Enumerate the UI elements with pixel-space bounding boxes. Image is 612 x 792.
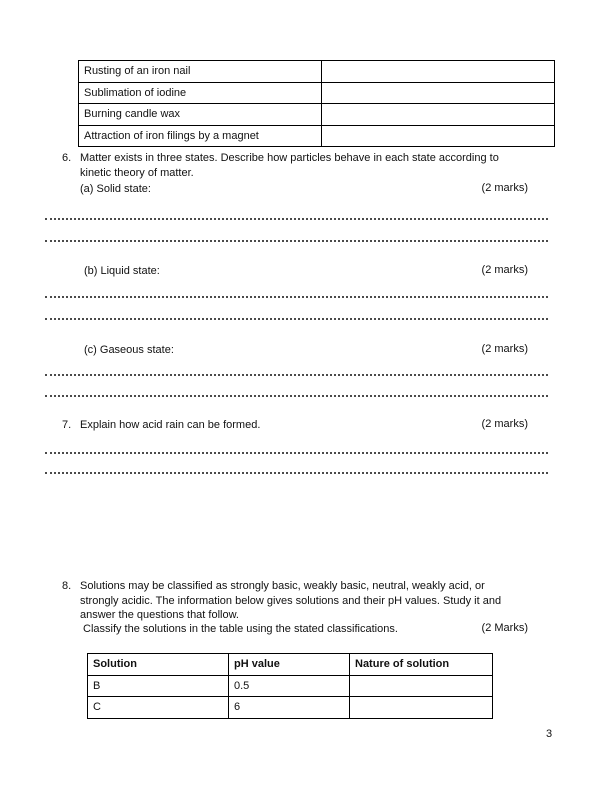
solution-cell: C [88,697,229,719]
table-row [79,61,555,83]
header-nature: Nature of solution [350,654,493,676]
change-label-cell: Attraction of iron filings by a magnet [79,125,322,147]
table-row [79,104,555,126]
header-solution: Solution [88,654,229,676]
marks-label: (2 marks) [481,182,528,194]
solution-cell: B [88,675,229,697]
question-text-line: Matter exists in three states. Describe how particles behave in each state according to [80,152,499,164]
answer-cell [322,125,555,147]
change-label-cell: Sublimation of iodine [79,82,322,104]
part-label: (c) Gaseous state: [84,344,174,356]
marks-label: (2 marks) [481,264,528,276]
part-label: (a) Solid state: [80,183,151,195]
answer-cell [350,697,493,719]
answer-cell [322,61,555,83]
answer-dotted-line [45,296,548,298]
marks-label: (2 marks) [481,343,528,355]
answer-dotted-line [45,240,548,242]
answer-dotted-line [45,374,548,376]
question-number: 7. [62,419,72,431]
answer-dotted-line [45,452,548,454]
ph-value-cell: 0.5 [229,675,350,697]
question-text-line: Explain how acid rain can be formed. [80,419,261,431]
part-label: (b) Liquid state: [84,265,160,277]
table-header-row [88,654,493,676]
ph-value-cell: 6 [229,697,350,719]
answer-cell [350,675,493,697]
answer-dotted-line [45,395,548,397]
question-text-line: answer the questions that follow. [80,609,239,621]
answer-cell [322,104,555,126]
table-row [79,82,555,104]
question-text-line: kinetic theory of matter. [80,167,194,179]
answer-cell [322,82,555,104]
marks-label: (2 Marks) [481,622,528,634]
change-label-cell: Burning candle wax [79,104,322,126]
table-row [79,125,555,147]
question-text-line: Solutions may be classified as strongly basic, weakly basic, neutral, weakly acid, or [80,580,485,592]
question-text-line: strongly acidic. The information below gives solutions and their pH values. Study it and [80,595,502,607]
marks-label: (2 marks) [481,418,528,430]
question-number: 8. [62,580,72,592]
table-row [88,675,493,697]
ph-table [87,653,493,719]
question-number: 6. [62,152,72,164]
answer-dotted-line [45,318,548,320]
change-label-cell: Rusting of an iron nail [79,61,322,83]
answer-dotted-line [45,472,548,474]
header-ph-value: pH value [229,654,350,676]
answer-dotted-line [45,218,548,220]
table-row [88,697,493,719]
physical-changes-table [78,60,555,147]
page-number: 3 [546,728,553,740]
question-text-line: Classify the solutions in the table using the stated classifications. [83,623,398,635]
